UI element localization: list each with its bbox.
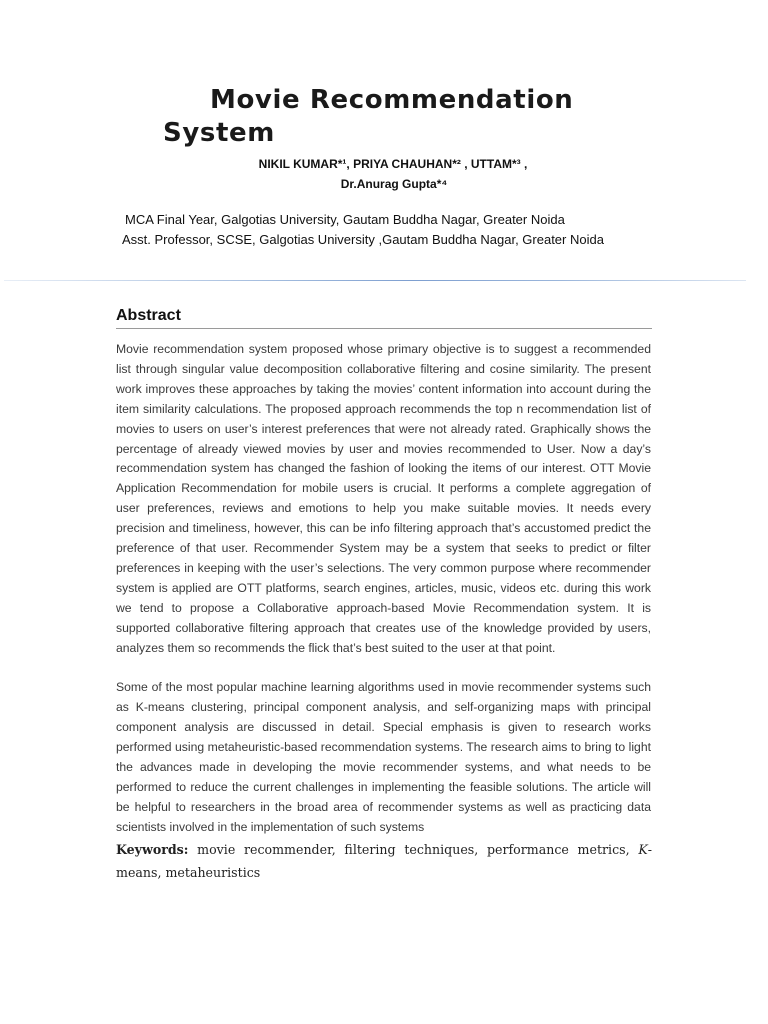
authors-line-1: NIKIL KUMAR*¹, PRIYA CHAUHAN*² , UTTAM*³ , [258, 157, 528, 171]
title-line-1: Movie Recommendation [210, 85, 574, 115]
keywords-text-1: movie recommender, filtering techniques, performance metrics, [188, 842, 639, 857]
keywords-text-2: -means, metaheuristics [116, 842, 652, 880]
header-divider [4, 280, 746, 281]
keywords-label: Keywords: [116, 842, 189, 857]
abstract-paragraph-1: Movie recommendation system proposed whose primary objective is to suggest a recommended list through singular value decomposition collaborative filtering and cosine similarity. The present work improves these approaches by taking the movies’ content information into account during the item similarity calculations. The proposed approach recommends the top n recommendation list of movies to users on user’s interest preferences that were not already rated. Graphically shows the percentage of already viewed movies by user and movies recommended to User. Now a day’s recommendation system has changed the fashion of looking the items of our interest. OTT Movie Application Recommendation for mobile users is crucial. It performs a complete aggregation of user preferences, reviews and emotions to help you make suitable movies. It needs every precision and timeliness, however, this can be info filtering approach that’s accustomed predict the preference of that user. Recommender System may be a system that seeks to predict or filter preferences in keeping with the user’s selections. The very common purpose where recommender system is applied are OTT platforms, search engines, articles, music, videos etc. during this work we tend to propose a Collaborative approach-based Movie Recommendation system. It is supported collaborative filtering approach that creates use of the knowledge provided by users, analyzes them so recommends the flick that’s best suited to the user at that point. [116, 342, 651, 655]
affiliation-2: Asst. Professor, SCSE, Galgotias University ,Gautam Buddha Nagar, Greater Noida [122, 232, 604, 247]
keywords-k-symbol: K [638, 842, 648, 857]
author-list [116, 154, 660, 194]
abstract-paragraph-2: Some of the most popular machine learning algorithms used in movie recommender systems such as K-means clustering, principal component analysis, and self-organizing maps with principal component analysis are discussed in detail. Special emphasis is given to research works performed using metaheuristic-based recommendation systems. The research aims to bring to light the advances made in developing the movie recommender systems, and what needs to be performed to reduce the current challenges in implementing the feasible solutions. The article will be helpful to researchers in the broad area of recommender systems as well as practicing data scientists involved in the implementation of such systems [116, 680, 651, 834]
abstract-body [116, 340, 651, 858]
authors-line-2: Dr.Anurag Gupta*⁴ [340, 177, 448, 191]
affiliation-1: MCA Final Year, Galgotias University, Gautam Buddha Nagar, Greater Noida [125, 212, 565, 227]
title-line-2: System [163, 118, 275, 148]
affiliations [122, 210, 682, 250]
abstract-heading: Abstract [116, 306, 652, 329]
keywords [116, 838, 652, 884]
paper-title [116, 84, 636, 150]
